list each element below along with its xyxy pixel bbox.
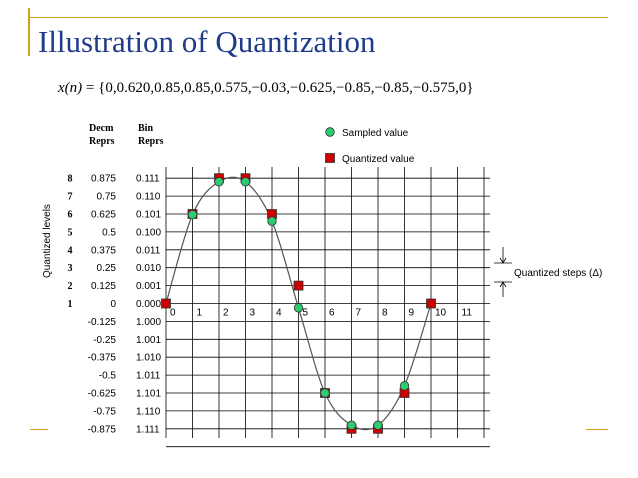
x-tick-label: 4 xyxy=(276,307,282,319)
binary-tick-label: 0.010 xyxy=(136,263,162,275)
decimal-tick-label: 0.5 xyxy=(102,227,116,239)
binary-header: Bin xyxy=(138,123,154,134)
x-tick-label: 5 xyxy=(302,307,309,319)
decimal-tick-label: -0.625 xyxy=(87,388,116,400)
sampled-point xyxy=(268,217,277,226)
quantized-point xyxy=(294,281,303,290)
binary-tick-label: 1.011 xyxy=(136,370,161,382)
decimal-tick-label: 0.75 xyxy=(96,191,116,203)
sampled-point xyxy=(400,382,409,391)
binary-tick-label: 0.101 xyxy=(136,209,162,221)
level-label: 2 xyxy=(67,281,73,293)
decimal-tick-label: 0.25 xyxy=(96,263,116,275)
binary-tick-label: 1.010 xyxy=(136,352,162,364)
level-label: 8 xyxy=(67,173,73,185)
sampled-point xyxy=(347,421,356,430)
slide-title: Illustration of Quantization xyxy=(38,24,376,59)
binary-tick-label: 0.100 xyxy=(136,227,162,239)
level-label: 1 xyxy=(67,299,73,310)
level-label: 7 xyxy=(67,191,73,203)
level-label: 5 xyxy=(67,227,73,239)
sampled-point xyxy=(321,389,330,398)
x-tick-label: 2 xyxy=(223,307,229,319)
legend-quantized-marker xyxy=(326,154,335,163)
sampled-point xyxy=(215,177,224,186)
legend-sampled-marker xyxy=(326,128,335,137)
level-label: 6 xyxy=(67,209,73,221)
equation-lhs: x(n) xyxy=(58,80,83,96)
binary-tick-label: 1.000 xyxy=(136,316,162,328)
x-tick-label: 1 xyxy=(196,307,203,319)
binary-tick-label: 1.001 xyxy=(136,334,162,346)
decimal-tick-label: -0.25 xyxy=(93,334,116,346)
binary-tick-label: 1.110 xyxy=(136,406,161,418)
binary-tick-label: 0.000 xyxy=(136,299,162,310)
legend-sampled-label: Sampled value xyxy=(342,128,409,139)
x-tick-label: 10 xyxy=(435,307,447,319)
x-tick-label: 6 xyxy=(329,307,335,319)
decimal-header-line2: Reprs xyxy=(89,136,115,147)
x-tick-label: 7 xyxy=(355,307,362,319)
decimal-tick-label: -0.375 xyxy=(87,352,116,364)
equation-rhs: {0,0.620,0.85,0.85,0.575,−0.03,−0.625,−0.85,−0.85,−0.575,0} xyxy=(98,80,474,96)
quantized-point xyxy=(427,299,436,308)
quantized-point xyxy=(162,299,171,308)
decimal-tick-label: 0.875 xyxy=(90,173,116,185)
sampled-point xyxy=(374,421,383,430)
decimal-tick-label: -0.125 xyxy=(87,316,116,328)
level-label: 4 xyxy=(67,245,73,257)
sampled-point xyxy=(241,177,250,186)
binary-tick-label: 0.110 xyxy=(136,191,161,203)
binary-header-line2: Reprs xyxy=(138,136,164,147)
binary-tick-label: 0.001 xyxy=(136,281,162,293)
x-tick-label: 11 xyxy=(461,307,472,319)
decimal-tick-label: 0 xyxy=(110,299,116,310)
decimal-tick-label: 0.625 xyxy=(90,209,116,221)
decimal-tick-label: 0.125 xyxy=(90,281,116,293)
y-axis-title: Quantized levels xyxy=(42,204,53,278)
x-tick-label: 9 xyxy=(408,307,415,319)
x-tick-label: 8 xyxy=(382,307,388,319)
x-tick-label: 0 xyxy=(170,307,176,319)
legend-quantized-label: Quantized value xyxy=(342,154,415,165)
sampled-point xyxy=(294,303,303,312)
binary-tick-label: 1.101 xyxy=(136,388,162,400)
x-tick-label: 3 xyxy=(249,307,256,319)
decimal-tick-label: -0.5 xyxy=(98,370,116,382)
binary-tick-label: 0.011 xyxy=(136,245,161,257)
quantized-steps-label: Quantized steps (Δ) xyxy=(514,268,603,279)
binary-tick-label: 0.111 xyxy=(136,173,160,185)
level-label: 3 xyxy=(67,263,73,275)
decimal-tick-label: 0.375 xyxy=(90,245,116,257)
equation-equals: = xyxy=(82,80,99,96)
binary-tick-label: 1.111 xyxy=(136,424,160,436)
sampled-point xyxy=(188,210,197,219)
decimal-header: Decm xyxy=(89,123,114,134)
decimal-tick-label: -0.75 xyxy=(93,406,116,418)
decimal-tick-label: -0.875 xyxy=(87,424,116,436)
